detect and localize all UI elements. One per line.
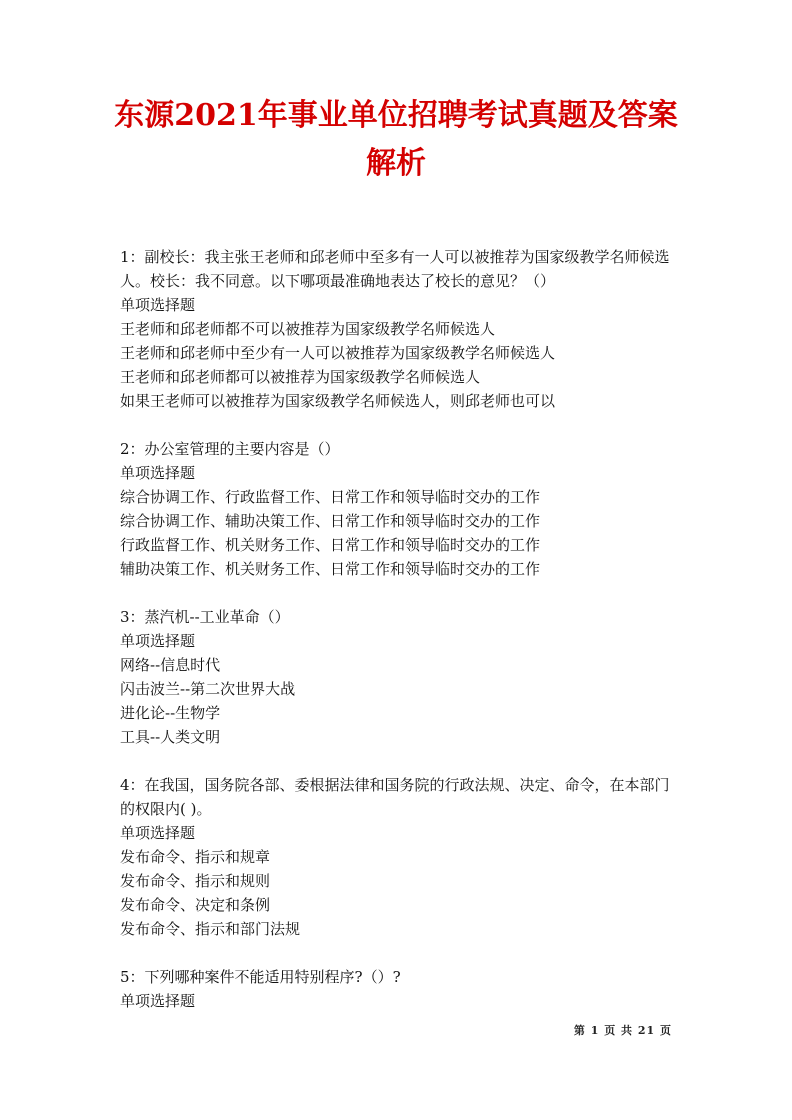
question-text: 5：下列哪种案件不能适用特别程序?（）? — [120, 968, 401, 986]
question-option: 发布命令、指示和部门法规 — [120, 920, 301, 938]
question-type: 单项选择题 — [120, 824, 196, 842]
question-option: 综合协调工作、辅助决策工作、日常工作和领导临时交办的工作 — [120, 512, 541, 530]
page-number: 第 1 页 共 21 页 — [573, 1024, 672, 1037]
question-list — [120, 245, 675, 1037]
question-3 — [120, 605, 675, 749]
question-option: 如果王老师可以被推荐为国家级教学名师候选人，则邱老师也可以 — [120, 392, 556, 410]
question-option: 进化论--生物学 — [120, 704, 221, 722]
question-text: 1：副校长：我主张王老师和邱老师中至多有一人可以被推荐为国家级教学名师候选人。校长：我不同意。以下哪项最准确地表达了校长的意见？（） — [120, 248, 670, 290]
title-line-2: 解析 — [366, 146, 426, 181]
question-option: 工具--人类文明 — [120, 728, 221, 746]
question-option: 行政监督工作、机关财务工作、日常工作和领导临时交办的工作 — [120, 536, 541, 554]
question-option: 发布命令、决定和条例 — [120, 896, 271, 914]
question-option: 王老师和邱老师都不可以被推荐为国家级教学名师候选人 — [120, 320, 496, 338]
question-1 — [120, 245, 675, 413]
question-2 — [120, 437, 675, 581]
question-type: 单项选择题 — [120, 464, 196, 482]
document-title — [90, 92, 702, 188]
question-5 — [120, 965, 675, 1013]
question-option: 辅助决策工作、机关财务工作、日常工作和领导临时交办的工作 — [120, 560, 541, 578]
question-option: 闪击波兰--第二次世界大战 — [120, 680, 296, 698]
question-text: 2：办公室管理的主要内容是（） — [120, 440, 340, 458]
title-line-1: 东源2021年事业单位招聘考试真题及答案 — [114, 98, 678, 133]
question-type: 单项选择题 — [120, 992, 196, 1010]
question-type: 单项选择题 — [120, 296, 196, 314]
question-option: 网络--信息时代 — [120, 656, 221, 674]
question-text: 4：在我国，国务院各部、委根据法律和国务院的行政法规、决定、命令，在本部门的权限内( )。 — [120, 776, 670, 818]
question-option: 王老师和邱老师都可以被推荐为国家级教学名师候选人 — [120, 368, 481, 386]
question-option: 发布命令、指示和规则 — [120, 872, 271, 890]
question-4 — [120, 773, 675, 941]
question-option: 发布命令、指示和规章 — [120, 848, 271, 866]
question-option: 综合协调工作、行政监督工作、日常工作和领导临时交办的工作 — [120, 488, 541, 506]
question-type: 单项选择题 — [120, 632, 196, 650]
question-text: 3：蒸汽机--工业革命（） — [120, 608, 290, 626]
question-option: 王老师和邱老师中至少有一人可以被推荐为国家级教学名师候选人 — [120, 344, 556, 362]
